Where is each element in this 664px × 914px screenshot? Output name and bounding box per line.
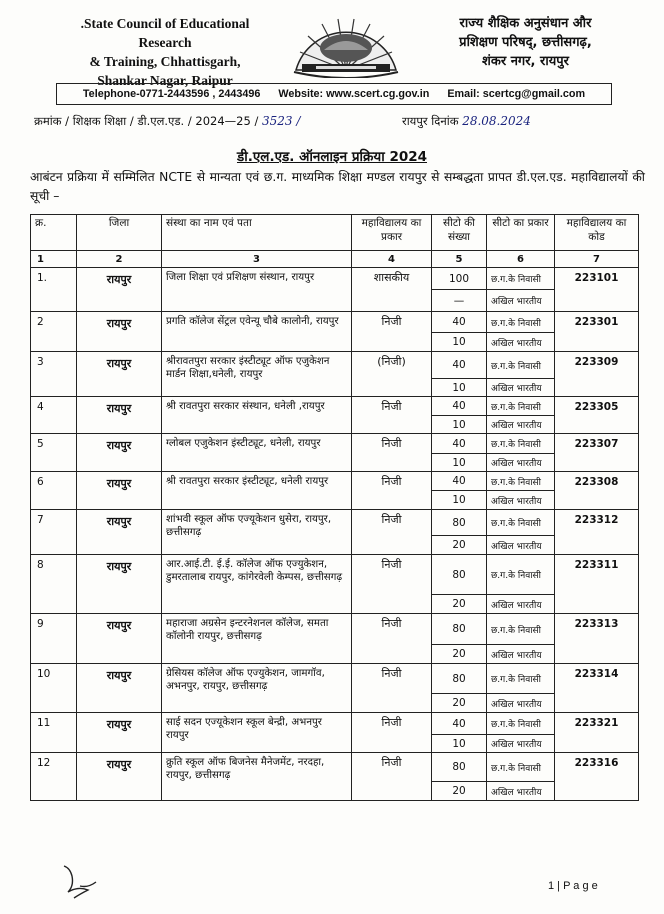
college-code: 223316: [555, 753, 639, 801]
district: रायपुर: [77, 510, 162, 555]
column-number: 5: [432, 251, 487, 268]
seat-category: छ.ग.के निवासी: [487, 614, 555, 645]
column-number: 3: [162, 251, 352, 268]
header-cell: संस्था का नाम एवं पता: [162, 215, 352, 251]
seat-count: 10: [432, 491, 487, 510]
seat-category: अखिल भारतीय: [487, 290, 555, 312]
seat-count: 40: [432, 472, 487, 491]
org-line: .State Council of Educational Research: [80, 16, 250, 50]
serial-number: 11: [31, 713, 77, 753]
college-type: निजी: [352, 312, 432, 352]
seat-category: अखिल भारतीय: [487, 735, 555, 753]
seat-category: छ.ग.के निवासी: [487, 268, 555, 290]
table-row: [31, 268, 639, 290]
table-row: [31, 472, 639, 491]
college-code: 223308: [555, 472, 639, 510]
header-cell: क्र.: [31, 215, 77, 251]
telephone: Telephone-0771-2443596 , 2443496: [82, 88, 261, 100]
college-type: निजी: [352, 713, 432, 753]
handwritten-number: 3523 /: [261, 114, 301, 128]
seat-category: अखिल भारतीय: [487, 694, 555, 713]
serial-number: 7: [31, 510, 77, 555]
column-number: 1: [31, 251, 77, 268]
header-cell: सीटो की संख्या: [432, 215, 487, 251]
serial-number: 12: [31, 753, 77, 801]
seat-count: 20: [432, 694, 487, 713]
seat-category: छ.ग.के निवासी: [487, 397, 555, 416]
college-type: निजी: [352, 510, 432, 555]
intro-text: आबंटन प्रक्रिया में सम्मिलित NCTE से मान्यता एवं छ.ग. माध्यमिक शिक्षा मण्डल रायपुर से सम्बद्धता प्रापत डी.एल.एड. महाविद्यालयों की सूची –: [30, 170, 645, 203]
college-code: 223313: [555, 614, 639, 664]
college-type: (निजी): [352, 352, 432, 397]
college-type: निजी: [352, 753, 432, 801]
org-line: प्रशिक्षण परिषद्, छत्तीसगढ़,: [459, 35, 592, 50]
serial-number: 10: [31, 664, 77, 713]
seat-count: 80: [432, 753, 487, 782]
college-type: निजी: [352, 664, 432, 713]
seat-count: 20: [432, 595, 487, 614]
seat-category: अखिल भारतीय: [487, 536, 555, 555]
table-header-row: [31, 215, 639, 251]
serial-number: 3: [31, 352, 77, 397]
seat-category: अखिल भारतीय: [487, 595, 555, 614]
seat-category: अखिल भारतीय: [487, 416, 555, 434]
seat-count: 20: [432, 782, 487, 801]
district: रायपुर: [77, 753, 162, 801]
org-name-english: [60, 14, 270, 90]
college-code: 223309: [555, 352, 639, 397]
college-code: 223314: [555, 664, 639, 713]
seat-count: 40: [432, 434, 487, 454]
district: रायपुर: [77, 352, 162, 397]
institution-name: आर.आई.टी. ई.ई. कॉलेज ऑफ एज्युकेशन, डुमरतालाब रायपुर, कांगेरवेली केम्पस, छत्तीसगढ़: [162, 555, 352, 614]
table-row: [31, 434, 639, 454]
seat-count: 10: [432, 416, 487, 434]
date-label: रायपुर दिनांक: [402, 114, 459, 128]
district: रायपुर: [77, 268, 162, 312]
org-line: राज्य शैक्षिक अनुसंधान और: [459, 16, 592, 31]
header-cell: महाविद्यालय का प्रकार: [352, 215, 432, 251]
seat-count: 20: [432, 645, 487, 664]
college-type: निजी: [352, 614, 432, 664]
org-line: & Training, Chhattisgarh,: [89, 54, 241, 69]
college-list-table: [30, 214, 639, 801]
table-row: [31, 555, 639, 595]
seat-count: 10: [432, 379, 487, 397]
district: रायपुर: [77, 713, 162, 753]
seat-category: अखिल भारतीय: [487, 379, 555, 397]
seat-count: 20: [432, 536, 487, 555]
seat-count: 10: [432, 333, 487, 352]
college-type: निजी: [352, 434, 432, 472]
column-number: 2: [77, 251, 162, 268]
institution-name: क्रुति स्कूल ऑफ बिजनेस मैनेजमेंट, नरदहा, रायपुर, छत्तीसगढ़: [162, 753, 352, 801]
seat-count: 80: [432, 664, 487, 694]
district: रायपुर: [77, 472, 162, 510]
table-row: [31, 397, 639, 416]
table-row: [31, 510, 639, 536]
institution-name: शांभवी स्कूल ऑफ एज्यूकेशन धुसेरा, रायपुर, छत्तीसगढ़: [162, 510, 352, 555]
serial-number: 9: [31, 614, 77, 664]
reference-number: [34, 114, 300, 129]
seat-category: छ.ग.के निवासी: [487, 352, 555, 379]
org-line: शंकर नगर, रायपुर: [482, 54, 569, 69]
column-number: 6: [487, 251, 555, 268]
college-type: निजी: [352, 472, 432, 510]
page-number: 1 | P a g e: [548, 880, 598, 892]
seat-count: 40: [432, 312, 487, 333]
institution-name: श्री रावतपुरा सरकार संस्थान, धनेली ,रायपुर: [162, 397, 352, 434]
column-number-row: [31, 251, 639, 268]
institution-name: ग्लोबल एजुकेशन इंस्टीट्यूट, धनेली, रायपुर: [162, 434, 352, 472]
seat-category: छ.ग.के निवासी: [487, 434, 555, 454]
college-type: निजी: [352, 397, 432, 434]
header-cell: जिला: [77, 215, 162, 251]
table-row: [31, 352, 639, 379]
college-code: 223301: [555, 312, 639, 352]
seat-category: छ.ग.के निवासी: [487, 713, 555, 735]
seat-category: अखिल भारतीय: [487, 782, 555, 801]
seat-category: छ.ग.के निवासी: [487, 510, 555, 536]
column-number: 7: [555, 251, 639, 268]
college-code: 223305: [555, 397, 639, 434]
seat-count: 80: [432, 555, 487, 595]
table-row: [31, 753, 639, 782]
seat-category: अखिल भारतीय: [487, 491, 555, 510]
district: रायपुर: [77, 312, 162, 352]
district: रायपुर: [77, 555, 162, 614]
email: Email: scertcg@gmail.com: [447, 88, 586, 100]
college-type: निजी: [352, 555, 432, 614]
page-title: डी.एल.एड. ऑनलाइन प्रक्रिया 2024: [236, 149, 428, 165]
college-code: 223101: [555, 268, 639, 312]
institution-name: श्री रावतपुरा सरकार इंस्टीट्यूट, धनेली रायपुर: [162, 472, 352, 510]
institution-name: साई सदन एज्यूकेशन स्कूल बेन्द्री, अभनपुर रायपुर: [162, 713, 352, 753]
seat-count: 40: [432, 352, 487, 379]
contact-bar: [56, 83, 612, 105]
org-line: Shankar Nagar, Raipur: [97, 73, 233, 88]
column-number: 4: [352, 251, 432, 268]
institution-name: श्रीरावतपुरा सरकार इंस्टीट्यूट ऑफ एजुकेशन मार्डन शिक्षा,धनेली, रायपुर: [162, 352, 352, 397]
institution-name: महाराजा अग्रसेन इन्टरनेशनल कॉलेज, समता कॉलोनी रायपुर, छत्तीसगढ़: [162, 614, 352, 664]
college-code: 223321: [555, 713, 639, 753]
reference-date: [402, 114, 531, 129]
college-code: 223312: [555, 510, 639, 555]
district: रायपुर: [77, 397, 162, 434]
seat-category: छ.ग.के निवासी: [487, 312, 555, 333]
seat-count: —: [432, 290, 487, 312]
serial-number: 4: [31, 397, 77, 434]
institution-name: जिला शिक्षा एवं प्रशिक्षण संस्थान, रायपुर: [162, 268, 352, 312]
signature-mark: [58, 862, 102, 902]
college-code: 223307: [555, 434, 639, 472]
header-cell: महाविद्यालय का कोड: [555, 215, 639, 251]
table-row: [31, 664, 639, 694]
institution-name: प्रगति कॉलेज सेंट्रल एवेन्यू चौबे कालोनी, रायपुर: [162, 312, 352, 352]
seat-count: 40: [432, 713, 487, 735]
table-row: [31, 312, 639, 333]
seat-count: 80: [432, 614, 487, 645]
seat-count: 100: [432, 268, 487, 290]
reference-prefix: क्रमांक / शिक्षक शिक्षा / डी.एल.एड. / 2024—25 /: [34, 114, 259, 128]
table-row: [31, 713, 639, 735]
serial-number: 5: [31, 434, 77, 472]
seat-count: 10: [432, 735, 487, 753]
seat-category: छ.ग.के निवासी: [487, 555, 555, 595]
serial-number: 8: [31, 555, 77, 614]
seat-count: 40: [432, 397, 487, 416]
seat-category: छ.ग.के निवासी: [487, 472, 555, 491]
seat-category: अखिल भारतीय: [487, 454, 555, 472]
college-type: शासकीय: [352, 268, 432, 312]
seat-category: छ.ग.के निवासी: [487, 753, 555, 782]
district: रायपुर: [77, 614, 162, 664]
seat-category: अखिल भारतीय: [487, 333, 555, 352]
website: Website: www.scert.cg.gov.in: [278, 88, 430, 100]
serial-number: 1.: [31, 268, 77, 312]
institution-name: ग्रेसियस कॉलेज ऑफ एज्युकेशन, जामगॉव, अभनपुर, रायपुर, छत्तीसगढ़: [162, 664, 352, 713]
handwritten-date: 28.08.2024: [462, 114, 531, 128]
college-code: 223311: [555, 555, 639, 614]
district: रायपुर: [77, 434, 162, 472]
org-name-hindi: [418, 14, 633, 71]
seat-category: छ.ग.के निवासी: [487, 664, 555, 694]
seat-count: 10: [432, 454, 487, 472]
scert-emblem-logo: [286, 12, 406, 78]
seat-category: अखिल भारतीय: [487, 645, 555, 664]
header-cell: सीटो का प्रकार: [487, 215, 555, 251]
serial-number: 2: [31, 312, 77, 352]
district: रायपुर: [77, 664, 162, 713]
seat-count: 80: [432, 510, 487, 536]
table-row: [31, 614, 639, 645]
serial-number: 6: [31, 472, 77, 510]
